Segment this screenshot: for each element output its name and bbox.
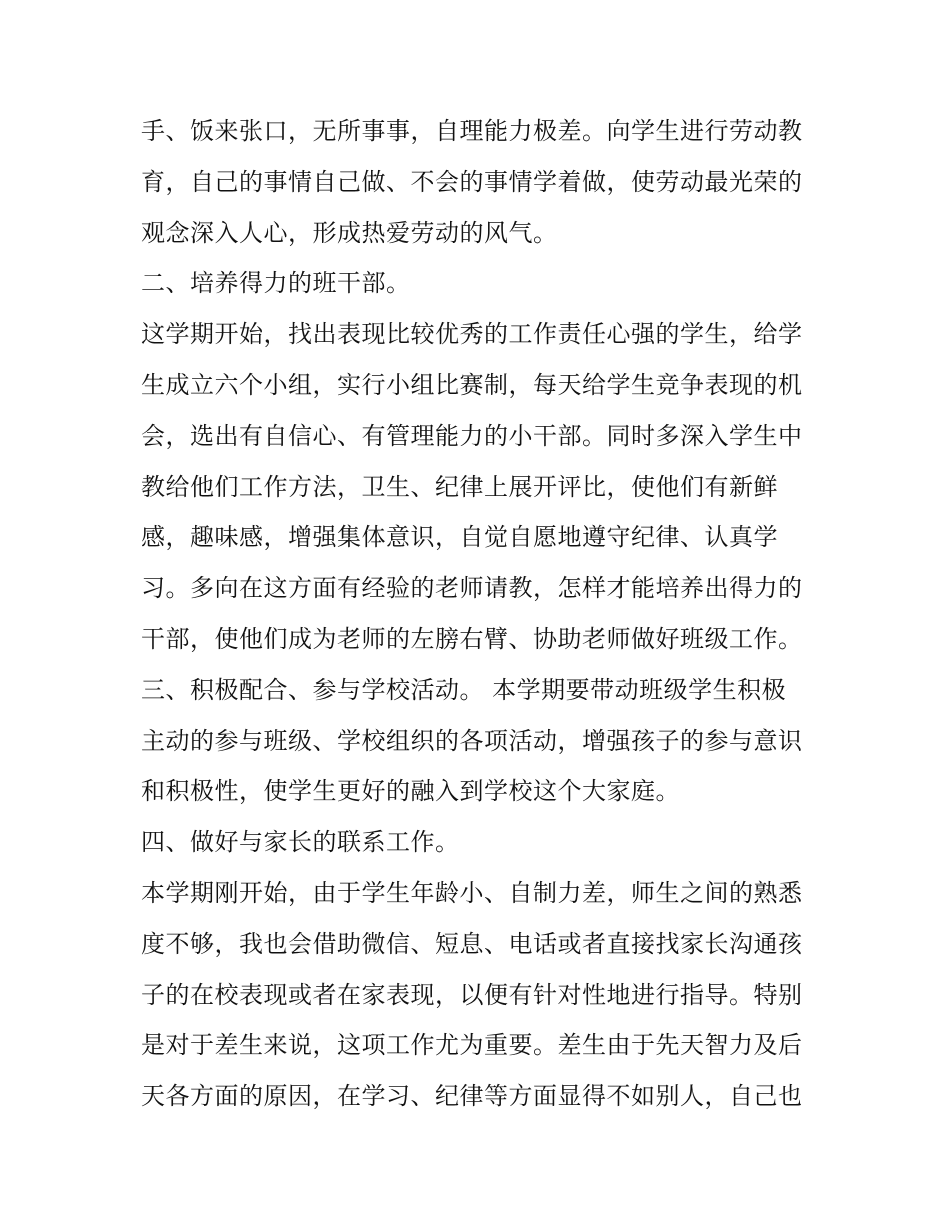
text-line: 主动的参与班级、学校组织的各项活动，增强孩子的参与意识 (141, 726, 803, 755)
section-heading: 三、积极配合、参与学校活动。 本学期要带动班级学生积极 (141, 675, 787, 704)
text-line: 教给他们工作方法，卫生、纪律上展开评比，使他们有新鲜 (141, 472, 778, 501)
document-body (141, 106, 821, 1122)
text-line: 这学期开始，找出表现比较优秀的工作责任心强的学生，给学 (141, 320, 803, 349)
text-line: 干部，使他们成为老师的左膀右臂、协助老师做好班级工作。 (141, 624, 803, 653)
section-heading: 四、做好与家长的联系工作。 (141, 828, 460, 857)
text-line: 本学期刚开始，由于学生年龄小、自制力差，师生之间的熟悉 (141, 878, 803, 907)
text-line: 习。多向在这方面有经验的老师请教，怎样才能培养出得力的 (141, 574, 803, 603)
text-line: 手、饭来张口，无所事事，自理能力极差。向学生进行劳动教 (141, 117, 803, 145)
text-line: 和积极性，使学生更好的融入到学校这个大家庭。 (141, 777, 680, 806)
text-line: 子的在校表现或者在家表现，以便有针对性地进行指导。特别 (141, 980, 803, 1009)
text-line: 生成立六个小组，实行小组比赛制，每天给学生竞争表现的机 (141, 370, 803, 399)
text-line: 天各方面的原因，在学习、纪律等方面显得不如别人，自己也 (141, 1082, 803, 1111)
text-line: 是对于差生来说，这项工作尤为重要。差生由于先天智力及后 (141, 1031, 803, 1060)
text-line: 育，自己的事情自己做、不会的事情学着做，使劳动最光荣的 (141, 167, 803, 196)
text-line: 观念深入人心，形成热爱劳动的风气。 (141, 218, 558, 247)
text-line: 度不够，我也会借助微信、短息、电话或者直接找家长沟通孩 (141, 929, 803, 958)
text-line: 会，选出有自信心、有管理能力的小干部。同时多深入学生中 (141, 421, 803, 450)
text-line: 感，趣味感，增强集体意识，自觉自愿地遵守纪律、认真学 (141, 523, 778, 552)
section-heading: 二、培养得力的班干部。 (141, 269, 411, 298)
